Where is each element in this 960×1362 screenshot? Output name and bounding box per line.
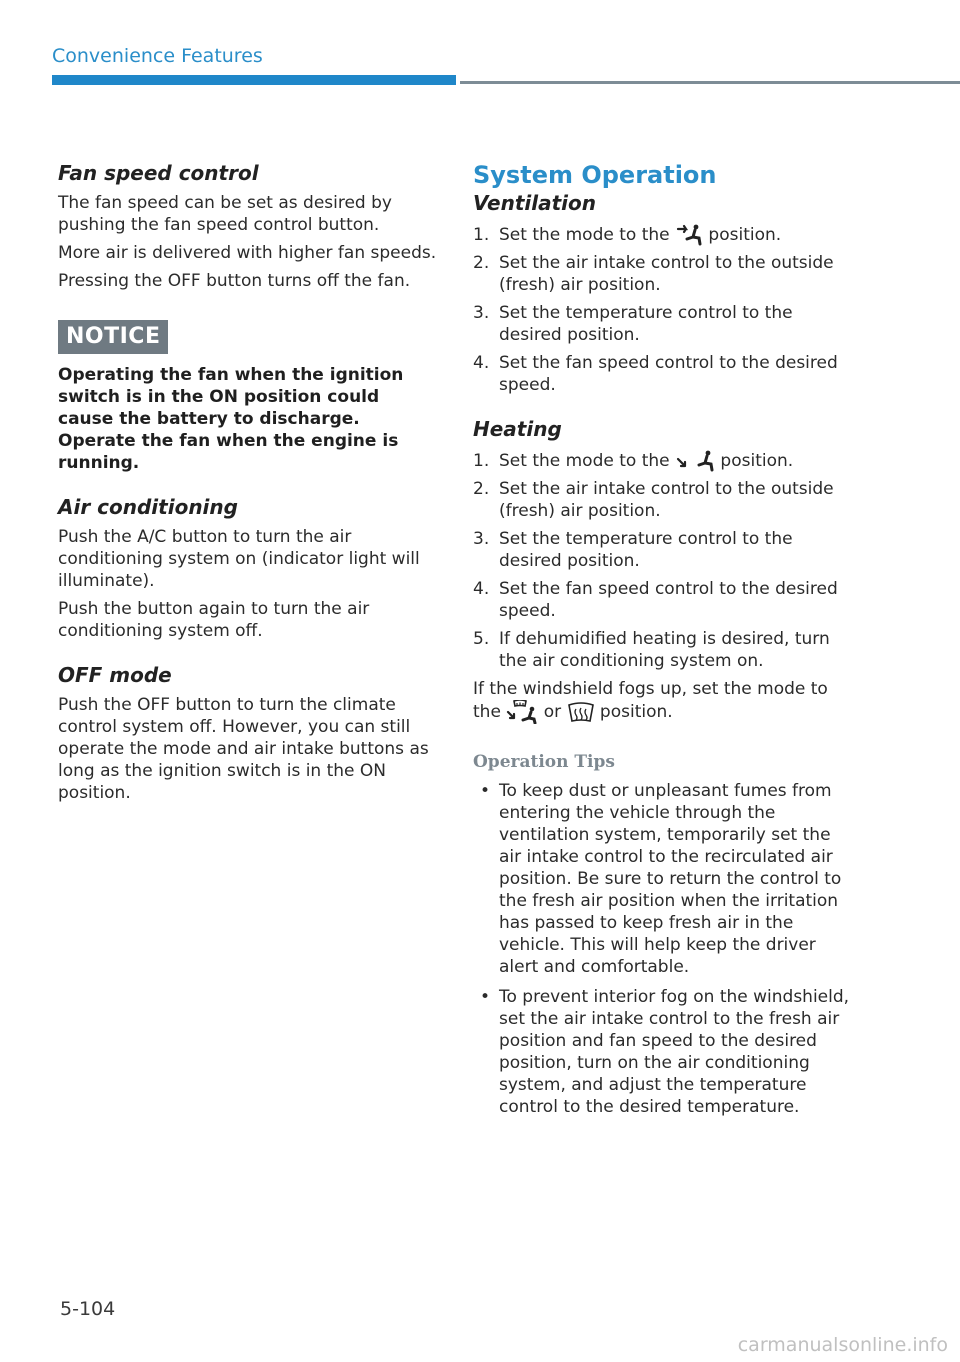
air-conditioning-heading: Air conditioning — [58, 495, 238, 519]
air-conditioning-paragraph-1: Push the A/C button to turn the air conditioning system on (indicator light will illuminate). — [58, 527, 420, 591]
notice-box — [58, 320, 440, 474]
fan-speed-heading: Fan speed control — [58, 161, 259, 185]
ventilation-step-4: 4. Set the fan speed control to the desired speed. — [473, 353, 838, 395]
floor-vent-icon — [675, 450, 715, 472]
header-bar-accent — [52, 75, 456, 85]
right-column — [473, 160, 858, 1126]
floor-defrost-mode-icon — [506, 700, 538, 724]
heating-step-3: 3. Set the temperature control to the desired position. — [473, 529, 793, 571]
off-mode-heading: OFF mode — [58, 663, 172, 687]
heating-steps — [473, 450, 858, 672]
site-watermark: carmanualsonline.info — [737, 1334, 948, 1356]
face-vent-icon — [675, 224, 703, 246]
ventilation-steps — [473, 224, 858, 396]
fan-speed-paragraph-2: More air is delivered with higher fan speeds. — [58, 243, 437, 263]
operation-tips-list — [473, 780, 858, 1118]
heating-heading: Heating — [473, 417, 562, 441]
heating-step-2: 2. Set the air intake control to the outside (fresh) air position. — [473, 479, 834, 521]
ventilation-heading: Ventilation — [473, 191, 596, 215]
notice-text: Operating the fan when the ignition switch is in the ON position could cause the battery to discharge. Operate the fan when the engine is running. — [58, 365, 404, 473]
fan-speed-paragraph-1: The fan speed can be set as desired by pushing the fan speed control button. — [58, 193, 392, 235]
header-bar-rule — [460, 81, 960, 84]
heating-step-5: 5. If dehumidified heating is desired, turn the air conditioning system on. — [473, 629, 830, 671]
fan-speed-paragraph-3: Pressing the OFF button turns off the fan. — [58, 271, 411, 291]
operation-tip-1: • To keep dust or unpleasant fumes from entering the vehicle through the ventilation system, temporarily set the air intake control to the recirculated air position. Be sure to return the control to the fresh air position when the irritation has passed to keep fresh air in the vehicle. This will help keep the driver alert and comfortable. — [480, 781, 842, 977]
operation-tips-heading: Operation Tips — [473, 752, 615, 772]
ventilation-step-2: 2. Set the air intake control to the outside (fresh) air position. — [473, 253, 834, 295]
section-header-title: Convenience Features — [52, 45, 263, 67]
windshield-defrost-icon — [567, 701, 595, 723]
air-conditioning-paragraph-2: Push the button again to turn the air conditioning system off. — [58, 599, 370, 641]
left-column — [58, 160, 440, 810]
system-operation-title: System Operation — [473, 161, 717, 189]
operation-tip-2: • To prevent interior fog on the windshield, set the air intake control to the fresh air position and fan speed to the desired position, turn on the air conditioning system, and adjust the temperature control to the desired temperature. — [480, 987, 850, 1117]
page-number: 5-104 — [60, 1298, 116, 1320]
ventilation-step-1: 1. Set the mode to the position. — [473, 225, 782, 245]
ventilation-step-3: 3. Set the temperature control to the desired position. — [473, 303, 793, 345]
heating-step-4: 4. Set the fan speed control to the desired speed. — [473, 579, 838, 621]
windshield-fog-paragraph: If the windshield fogs up, set the mode to the or position. — [473, 679, 828, 722]
off-mode-paragraph: Push the OFF button to turn the climate control system off. However, you can still operate the mode and air intake buttons as long as the ignition switch is in the ON position. — [58, 695, 429, 803]
notice-badge: NOTICE — [58, 320, 168, 354]
heating-step-1: 1. Set the mode to the position. — [473, 451, 794, 471]
